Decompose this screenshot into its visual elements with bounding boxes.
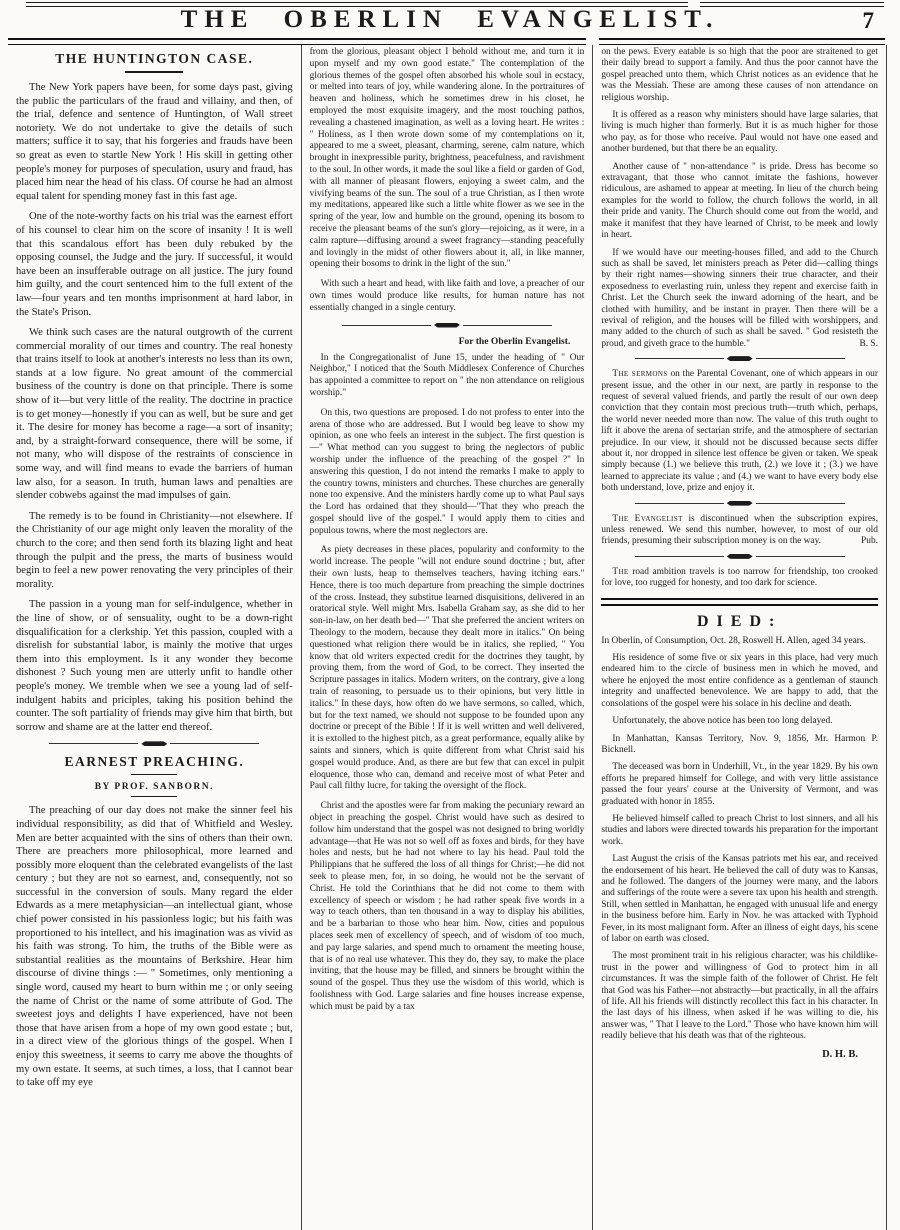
paragraph (601, 248, 878, 351)
divider-diamond (434, 323, 460, 328)
notice-ambition (601, 567, 878, 590)
paragraph: Another cause of " non-attendance " is pride. Dress has become so extravagant, that those who cannot imitate the fashions, however ridiculous, are ashamed to appear at meeting. In lieu of the church being examples for the world to follow, the church follows the world, in all their pride and vanity. The Church should come out from the world, and make it manifest that they have learned of Christ, to be meek and lowly in heart. (601, 161, 878, 241)
paragraph: As piety decreases in these places, popularity and conformity to the world increase. The people "will not endure sound doctrine ; but, after their own lusts, heap to themselves teachers, having itching ears." Hence, there is too much departure from preaching the simple doctrines of the cross. Instead, they substitue learned disquisitions, delivered in an oratorical style. Well might Mrs. Isabella Graham say, as she did to her son-in-law, on her death bed—" That she preferred the ancient writers on Theology to the modern, because they dealt more in italics." On being questioned what religion there would be in italics, she replied, " You know that old writers expected credit for the doctrines they taught, by proving them, from the word of God, to be correct. They inserted the Scripture passages in italics. Modern writers, on the contrary, give a long train of reasoning, to persuade us to their opinions, but very little in italics." In these days, how often do we have sermons, so called, which, but for the text named, we should not suppose to be founded upon any doctrine or precept of the Bible ! If it is well written and well delivered, it is extolled to the highest pitch, as a great performance, equally alike by saints and sinners, which is quite different from what Christ said his gospel would produce. And, as there are but few that can excel in pulpit eloquence, those who can, demand and receive most of what Peter and Paul call filthy lucre, for taking the oversight of the flock. (309, 545, 585, 792)
paragraph-text: If we would have our meeting-houses filled, and add to the Church such as shall be saved, let ministers preach as Peter did—calling things by their right names—showing sinners their true character, and their exposedness to everlasting ruin, unless they repent and exercise faith in Christ. Let the Church seek the inward adorning of the heart, and be clothed with humility, and be instant in prayer. Then there will be a revival of religion, and the houses will be filled with worshippers, and many added to the church of such as shall be saved. " God resisteth the proud, and giveth grace to the humble." (601, 247, 878, 349)
masthead-rule-left (8, 38, 586, 45)
masthead-rule-right (599, 38, 885, 45)
paragraph: With such a heart and head, with like faith and love, a preacher of our own times would produce like results, for human nature has not essentially changed in a single century. (309, 279, 585, 313)
paragraph-continuation: from the glorious, pleasant object I behold without me, and turn it in upon myself and my own good estate." The contemplation of the glorious themes of the gospel often absorbed his whole soul in ecstacy, or melted into tears of joy, while wandering alone. In the portraitures of heaven and holiness, which he sometimes drew in his closet, he employed the most exquisite imagery, and the most touching pathos, revealing a chastened imagination, as well as a loving heart. He writes : " Holiness, as I then wrote down some of my contemplations on it, appeared to me a sweet, pleasant, charming, serene, calm nature, which brought in inexpressible purity, brightness, peacefulness, and ravishment to the soul. In other words, it made the soul like a field or garden of God, with all manner of pleasant flowers, enjoying a sweet calm, and the vivifying beams of the sun. The soul of a true Christian, as I then wrote my meditations, appeared like such a little white flower as we see in the spring of the year, low and humble on the ground, opening its bosom to receive the pleasant beams of the sun's glory—rejoicing, as it were, in a calm rapture—diffusing around a sweet fragrancy—standing peacefully and lovingly in the midst of other flowers about it, all, in like manner, opening their bosoms to drink in the light of the sun." (309, 47, 585, 270)
section-divider (635, 356, 845, 361)
obituary-paragraph: He believed himself called to preach Christ to lost sinners, and all his studies and labors were directed towards his preparation for the important work. (601, 813, 878, 847)
heading-rule (131, 774, 177, 775)
masthead-title: THE OBERLIN EVANGELIST. (180, 6, 720, 33)
notice-lead: The sermons (612, 369, 668, 380)
notice-lead: The Evangelist (612, 513, 683, 524)
divider-diamond (727, 356, 753, 361)
section-divider (49, 741, 259, 746)
paragraph: In the Congregationalist of June 15, under the heading of " Our Neighbor," I noticed that the South Middlesex Conference of Churches has appointed a committee to report on " the non attendance on religious worship." (309, 352, 585, 398)
section-divider (342, 323, 552, 328)
paragraph: The passion in a young man for self-indulgence, whether in the line of show, or of sensuality, ought to be a down-right disqualification for a clerkship. Yet this passion, coupled with a disrelish for substantial labor, is mainly the motive that urges them into this employment. Is it any wonder they become dishonest ? Such young men are utterly unfit to handle other people's money. We tremble when we see a young lad of self-indulgent habits and priciples, taking his position behind the counter. The soft partiality of friends may give him that birth, but sorrow and shame are at the latter end thereof. (16, 599, 293, 733)
columns-container (8, 45, 887, 1230)
obituary-section-rule (601, 598, 878, 606)
obituary-paragraph: In Manhattan, Kansas Territory, Nov. 9, 1856, Mr. Harmon P. Bicknell. (601, 733, 878, 755)
paragraph: The New York papers have been, for some days past, giving the public the particulars of the fraud and villainy, and then, of the trial, defence and sentence of Huntington, of Wall street notoriety. We do not undertake to give the details of such matters; suffice it to say, that his forgeries and frauds have been so great as even to startle New York ! His skill in getting other people's money for purposes of speculation, usury and fraud, has placed him near the head of his class. Of course he had an almost equal talent for spending money fast in this fast age. (16, 82, 293, 202)
divider-diamond (727, 501, 753, 506)
article-title-huntington-case: THE HUNTINGTON CASE. (55, 51, 254, 66)
divider-diamond (727, 554, 753, 559)
article-title-earnest-preaching: EARNEST PREACHING. (64, 754, 245, 770)
paragraph: The remedy is to be found in Christianity—not elsewhere. If the Christianity of our age might only leaven the morality of the church to the core; and then send forth its blazing light and heat through the pulpit and the press, the marts of business would begin to feel a new power renovating the very principles of their morality. (16, 510, 293, 590)
column-3 (593, 45, 886, 1230)
paragraph: One of the note-worthy facts on his trial was the earnest effort of his counsel to clear him on the score of insanity ! It is well that this scandalous effort has been duly rebuked by the opposing counsel, the Judge and the jury. If successful, it would have been an insufferable outrage on all justice. The jury found him guilty, and the court sentenced him to the full extent of the law—four years and ten months imprisonment at hard labor, in the State's Prison. (16, 211, 293, 318)
notice-text: road ambition travels is too narrow for friendship, too crooked for love, too rugged for honesty, and too dark for science. (601, 566, 878, 589)
page-number: 7 (862, 8, 874, 33)
byline: BY PROF. SANBORN. (94, 782, 214, 793)
obituary-paragraph: His residence of some five or six years in this place, had very much endeared him to the circle of business men in which he moved, and where he enjoyed the most entire confidence as a gentleman of staunch integrity and unaffected benevolence. We are happy to add, that the consolations of the gospel were his solace in his decline and death. (601, 653, 878, 709)
notice-lead: The (612, 566, 629, 577)
obituary-paragraph: Unfortunately, the above notice has been too long delayed. (612, 716, 833, 727)
paragraph: Christ and the apostles were far from making the pecuniary reward an object in preaching the gospel. Christ would have such as desired to follow him understand that the gospel was not designed to bring worldly advantage—that He was not so well off as foxes and birds, for they have holes and nests, but he had not where to lay his head. Paul told the Philippians that he suffered the loss of all things for Christ;—he did not seek to please men, for, in so doing, he would not be the servant of Christ. He told the Corinthians that he did not come to them with excellency of speech or wisdom ; he had rather speak five words in a way to teach others, than ten thousand in a way to display his abilities, and be a barbarian to those who hear him. Now, cities and populous places seek men of excellency of speech, and of wisdom of too much, and pay large salaries, and spend much to ornament the meeting house, that is of no real use whatever. This they do, they say, to make the place inviting, that the house may be filled, and sinners be brought within the sound of the gospel. Thus they use the wisdom of this world, which is foolishness with God. Large salaries and fine houses increase expense, which must be paid by a tax (309, 801, 585, 1012)
section-divider (635, 554, 845, 559)
divider-diamond (141, 741, 167, 746)
paragraph: On this, two questions are proposed. I do not profess to enter into the arena of those who are addressed. But I would beg leave to show my opinion, as one who feels an interest in the subject. The first question is—" What method can you suggest to bring the neglectors of public worship under the influence of the preaching of the gospel ?" In answering this question, I do not intend the remarks I make to apply to the country towns, ministers and churches. These churches are generally none too expensive. And the ministers hardly come up to what Paul says the Lord has ordained that they should—"That they who preach the gospel should live of the gospel." I would apply them to cities and populous towns, where the most neglectors are. (309, 407, 585, 536)
paragraph: It is offered as a reason why ministers should have large salaries, that living is much higher than formerly. But it is as much higher for those who pay, as for those who receive. Paul would not have one eased and another burdened, but that there be an equality. (601, 110, 878, 155)
paragraph: The preaching of our day does not make the sinner feel his individual responsibility, as did that of Whitfield and Wesley. Men are better acquainted with the sins of others than their own. There are preachers more philosophical, more learned and possibly more eloquent than the celebrated evangelists of the last century ; but they are not so earnest, and, consequently, not so successful in the conversion of souls. Many regard the elder Edwards as a mere metaphysician—an intellectual giant, whose chief power consisted in his passionless logic; but his faith was proportioned to his intellect, and his imagination was as vivid as his faith was strong. To him, the truths of the Bible were as substantial realities as the mountains of Berkshire. Hear him discourse of divine things :— " Sometimes, only mentioning a single word, caused my heart to burn within me ; or only seeing the name of Christ or the name of some attribute of God. The sweetest joys and delights I have experienced, have not been those that have arisen from a hope of my own good estate ; but, in a direct view of the glorious things of the gospel. When I enjoy this sweetness, it seems to carry me above the thoughts of my own estate. It seems, at such times, a loss, that I cannot bear to take off my eye (16, 805, 293, 1089)
obituary-paragraph: The deceased was born in Underhill, Vt., in the year 1829. By his own efforts he prepared himself for College, and with very little assistance passed the four years' course at the University of Vermont, and was graduated with honor in 1855. (601, 762, 878, 807)
paragraph-continuation: on the pews. Every eatable is so high that the poor are straitened to get their daily bread to support a family. And thus the poor cannot have the gospel preached unto them, which Christ notices as an evidence that he was the Messiah. These are among these causes of non attendance on religious worship. (601, 47, 878, 103)
column-1 (8, 45, 301, 1230)
section-divider (635, 501, 845, 506)
heading-rule (125, 71, 183, 73)
notice-evangelist (601, 514, 878, 548)
obituary-paragraph: The most prominent trait in his religious character, was his childlike-trust in the power and willingness of God to protect him in all circumstances. It was the simple faith of the follower of Christ. He felt that God was his Father—not abstractly—but practically, in all the affairs of life. All his friends will distinctly recollect this fact in his character. In the last days of his illness, when asked if he was willing to die, his answer was, " That I leave to the Lord." Those who have known him will readily believe that his death was that of the righteous. (601, 951, 878, 1042)
notice-text: is discontinued when the subscription expires, unless renewed. We send this number, however, to most of our old friends, presuming their subscription money is on the way. (601, 513, 878, 547)
obituary-paragraph: Last August the crisis of the Kansas patriots met his ear, and received the endorsement of his heart. He believed the call of duty was to Kansas, and he followed. The dangers of the journey were many, and the labors and sufferings of the route were a severe tax upon his health and strength. Still, when settled in Manhattan, he engaged with unusual life and energy in the business before him. Early in Nov. he was attacked with Typhoid Fever, in its most malignant form. After an illness of eight days, his scene of labor on earth was closed. (601, 854, 878, 944)
contribution-credit: For the Oberlin Evangelist. (458, 335, 571, 347)
obituary-paragraph: In Oberlin, of Consumption, Oct. 28, Roswell H. Allen, aged 34 years. (601, 635, 866, 646)
column-2 (301, 45, 594, 1230)
author-initials: B. S. (859, 338, 878, 349)
notice-sermons (601, 369, 878, 494)
notice-text: on the Parental Covenant, one of which appears in our present issue, and the other in our next, are partly in response to the request of several valued friends, and partly the result of our own deep conviction that they contain most precious truth—truth which, perhaps, the world never needed more than now. The value of this truth ought to lift it above the arena of sectarian strife, and the atmosphere of sectarian prejudice. In our view, it should not be discussed because sects differ about it, nor dropped in silence lest offence be given or taken. We speak simply because (1.) we believe this truth, (2.) we love it ; (3.) we have learned to appreciate its value ; and (4.) we want to have every body else both understand, love, prize and enjoy it. (601, 369, 878, 494)
died-heading: DIED: (696, 612, 783, 630)
heading-rule (131, 796, 177, 797)
obituary-author-initials: D. H. B. (822, 1048, 858, 1060)
paragraph: We think such cases are the natural outgrowth of the current commercial morality of our times and country. The real honesty that trains itself to look at another's interests no less than its own, stands at a low figure. No great amount of the commercial business of the country is done on that principle. There is some show of it—but very little of the reality. The doctrine in practice is to get money—honestly if you can as well, but be sure and get it. The desire for money has become a rage—a sort of insanity; and, by a straight-forward consequence, there will be some, if not many, who will dispose of the restraints of conscience in some way, and will find means to evade the barriers of human law also, for a season. In truth, human laws and penalties are slender cobwebs against the mad impulses of gain. (16, 327, 293, 502)
publisher-signature: Pub. (861, 536, 878, 547)
